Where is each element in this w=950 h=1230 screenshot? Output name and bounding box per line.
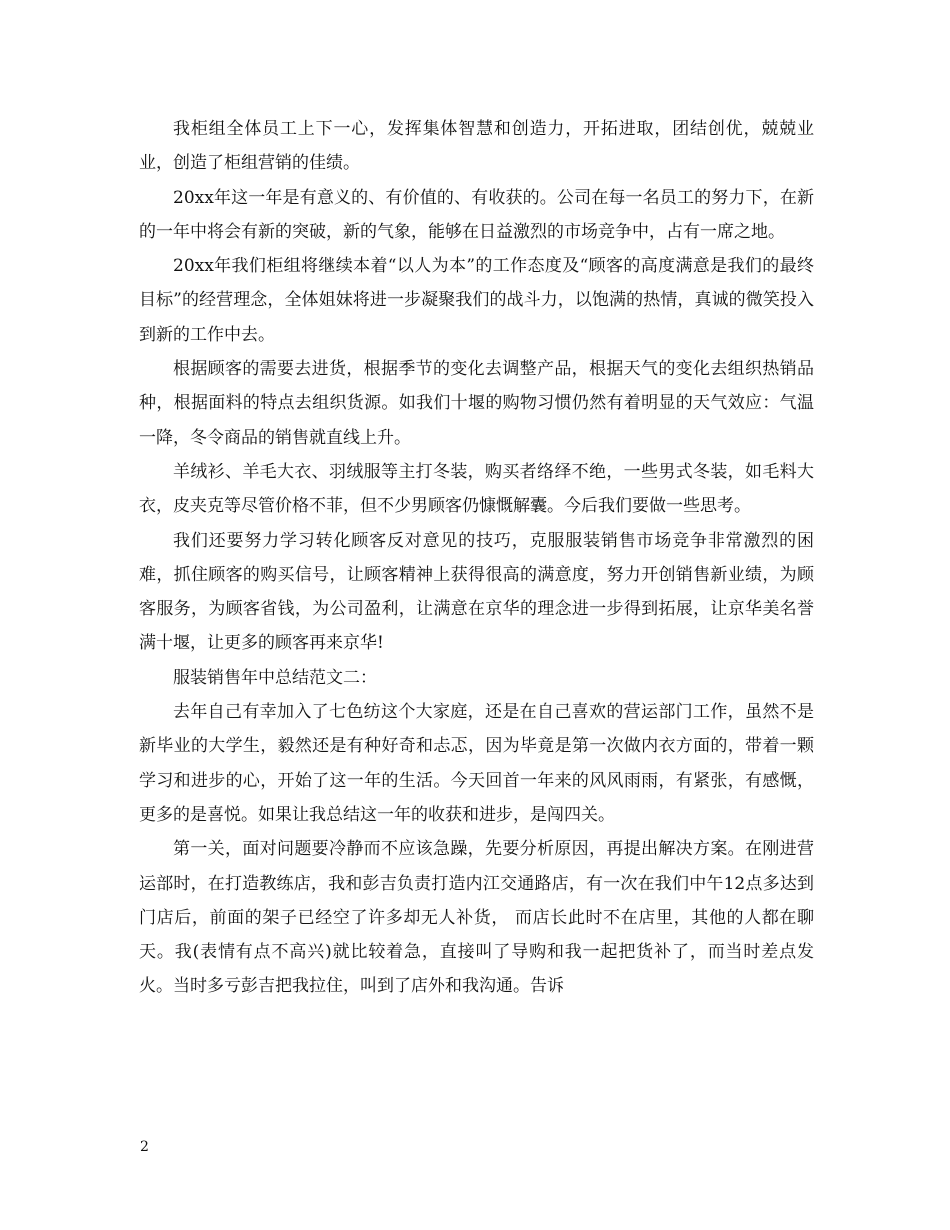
paragraph: 去年自己有幸加入了七色纺这个大家庭，还是在自己喜欢的营运部门工作，虽然不是新毕业的大学生，毅然还是有种好奇和忐忑，因为毕竟是第一次做内衣方面的，带着一颗学习和进步的心，开始了这一年的生活。今天回首一年来的风风雨雨，有紧张，有感慨，更多的是喜悦。如果让我总结这一年的收获和进步，是闯四关。 <box>139 702 814 825</box>
paragraph: 20xx年我们柜组将继续本着“以人为本”的工作态度及“顾客的高度满意是我们的最终目标”的经营理念，全体姐妹将进一步凝聚我们的战斗力，以饱满的热情，真诚的微笑投入到新的工作中去。 <box>139 256 814 345</box>
paragraph: 我们还要努力学习转化顾客反对意见的技巧，克服服装销售市场竞争非常激烈的困难，抓住顾客的购买信号，让顾客精神上获得很高的满意度，努力开创销售新业绩，为顾客服务，为顾客省钱，为公司盈利，让满意在京华的理念进一步得到拓展，让京华美名誉满十堰，让更多的顾客再来京华! <box>139 530 814 654</box>
paragraph: 根据顾客的需要去进货，根据季节的变化去调整产品，根据天气的变化去组织热销品种，根据面料的特点去组织货源。如我们十堰的购物习惯仍然有着明显的天气效应：气温一降，冬令商品的销售就直线上升。 <box>139 359 814 448</box>
paragraph: 20xx年这一年是有意义的、有价值的、有收获的。公司在每一名员工的努力下，在新的一年中将会有新的突破，新的气象，能够在日益激烈的市场竞争中，占有一席之地。 <box>139 187 814 242</box>
paragraph: 第一关，面对问题要冷静而不应该急躁，先要分析原因，再提出解决方案。在刚进营运部时，在打造教练店，我和彭吉负责打造内江交通路店，有一次在我们中午12点多达到门店后，前面的架子已经空了许多却无人补货， 而店长此时不在店里，其他的人都在聊天。我(表情有点不高兴)就比较着急，直接叫了导购和我一起把货补了，而当时差点发火。当时多亏彭吉把我拉住，叫到了店外和我沟通。告诉 <box>139 839 814 997</box>
document-body <box>139 112 814 1004</box>
paragraph: 羊绒衫、羊毛大衣、羽绒服等主打冬装，购买者络绎不绝，一些男式冬装，如毛料大衣，皮夹克等尽管价格不菲，但不少男顾客仍慷慨解囊。今后我们要做一些思考。 <box>139 461 814 517</box>
section-heading: 服装销售年中总结范文二： <box>173 667 377 688</box>
page-number: 2 <box>140 1139 149 1155</box>
paragraph: 我柜组全体员工上下一心，发挥集体智慧和创造力，开拓进取，团结创优，兢兢业业，创造了柜组营销的佳绩。 <box>139 119 814 174</box>
